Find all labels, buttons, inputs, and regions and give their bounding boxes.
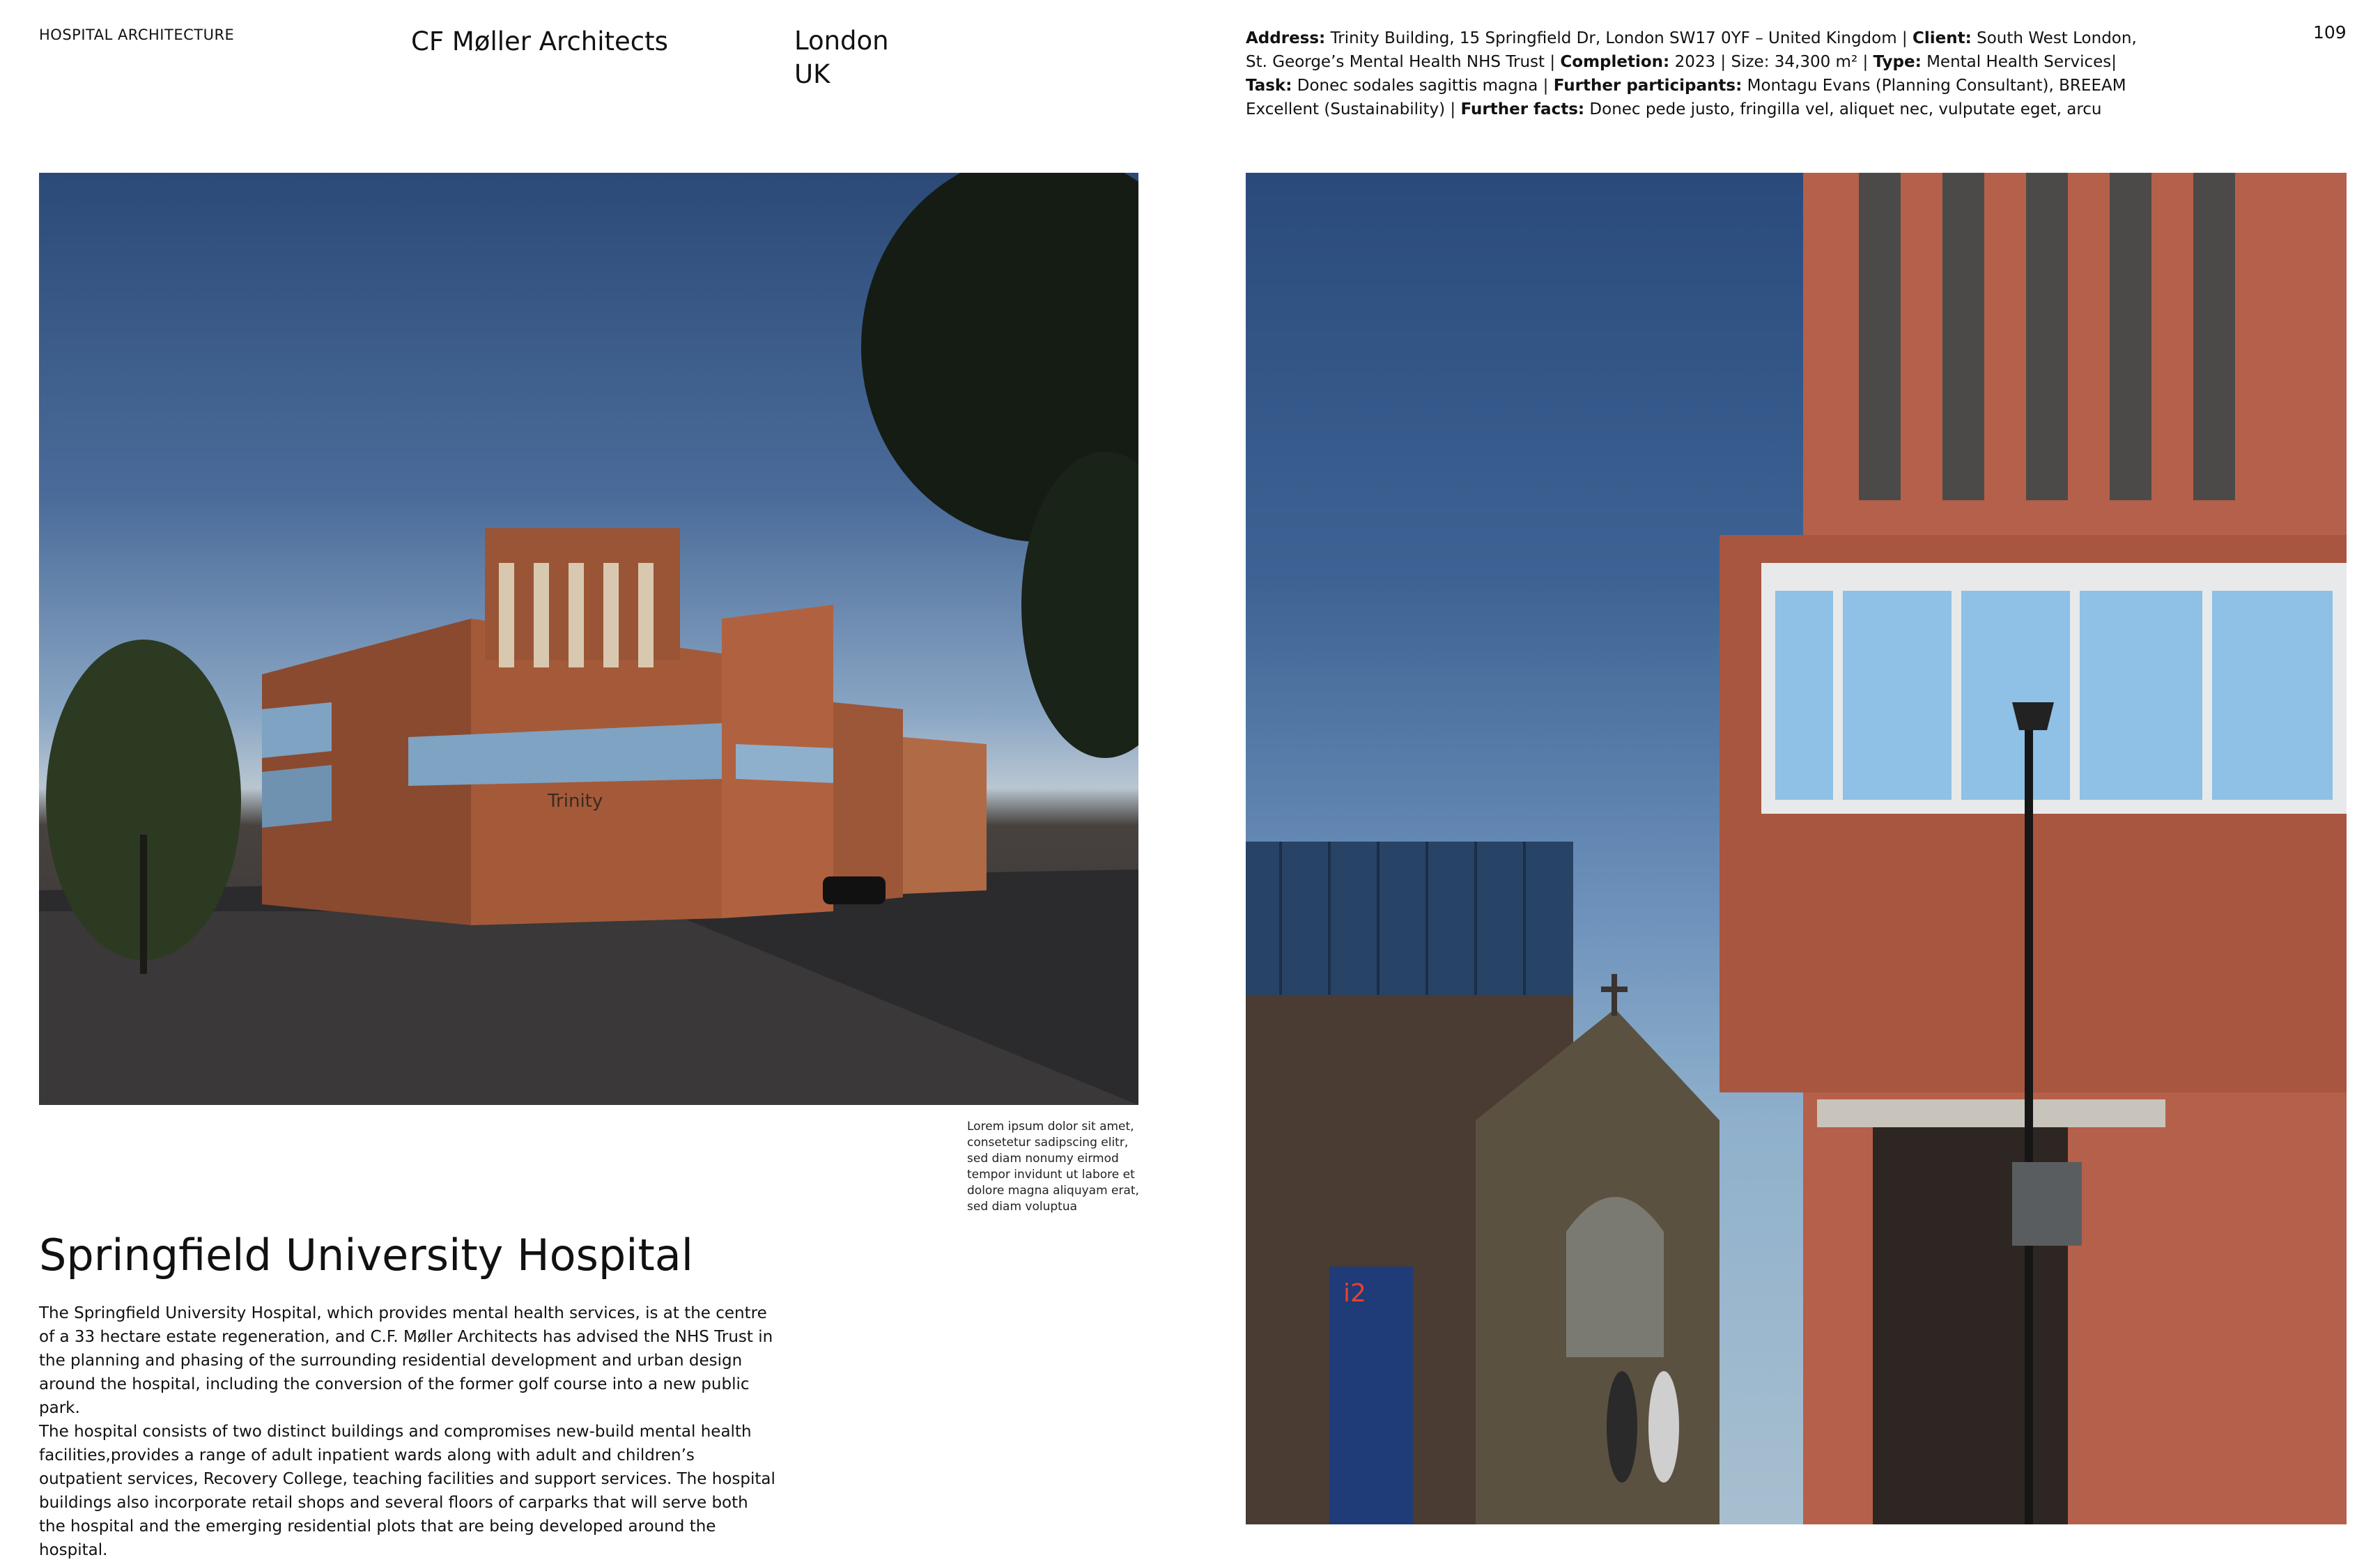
client-label: Client: xyxy=(1912,29,1972,47)
wayfinding-sign-text: i2 xyxy=(1343,1279,1366,1308)
project-title: Springfield University Hospital xyxy=(39,1230,693,1281)
client-value: South West London, St. George’s Mental Health NHS Trust | xyxy=(1246,29,2137,71)
photo-caption: Lorem ipsum dolor sit amet, consetetur sadipscing elitr, sed diam nonumy eirmod tempor invidunt ut labore et dolore magna aliquyam erat, sed diam voluptua xyxy=(967,1120,1139,1214)
task-label: Task: xyxy=(1246,77,1292,95)
task-value: Donec sodales sagittis magna | xyxy=(1297,77,1549,95)
project-info xyxy=(1246,26,2151,121)
main-building-illustration xyxy=(39,173,1138,1105)
address-label: Address: xyxy=(1246,29,1326,47)
building-sign-text: Trinity xyxy=(548,791,603,812)
participants-value: Montagu Evans (Planning Consultant), BREEAM Excellent (Sustainability) | xyxy=(1246,77,2126,118)
completion-value: 2023 | Size: 34,300 m² | xyxy=(1674,53,1869,71)
project-country: UK xyxy=(794,59,830,89)
main-building-photo xyxy=(39,173,1138,1105)
article-body xyxy=(39,1301,778,1562)
facts-value: Donec pede justo, fringilla vel, aliquet nec, vulputate eget, arcu xyxy=(1589,100,2102,118)
facts-label: Further facts: xyxy=(1460,100,1585,118)
type-value: Mental Health Services| xyxy=(1926,53,2117,71)
address-value: Trinity Building, 15 Springfield Dr, London SW17 0YF – United Kingdom | xyxy=(1330,29,1908,47)
participants-label: Further participants: xyxy=(1553,77,1742,95)
article-paragraph-2: The hospital consists of two distinct buildings and compromises new-build mental health facilities,provides a range of adult inpatient wards along with adult and children’s outpatient services, Recovery College, teaching facilities and support services. The hospital buildings also incorporate retail shops and several floors of carparks that will serve both the hospital and the emerging residential plots that are being developed around the hospital. xyxy=(39,1423,775,1559)
entrance-detail-photo xyxy=(1246,173,2347,1524)
completion-label: Completion: xyxy=(1560,53,1670,71)
entrance-detail-illustration xyxy=(1246,173,2347,1524)
project-city: London xyxy=(794,26,889,56)
section-label: HOSPITAL ARCHITECTURE xyxy=(39,26,235,43)
architect-name: CF Møller Architects xyxy=(411,26,668,56)
type-label: Type: xyxy=(1873,53,1922,71)
page-number: 109 xyxy=(2313,22,2347,42)
article-paragraph-1: The Springfield University Hospital, which provides mental health services, is at the centre of a 33 hectare estate regeneration, and C.F. Møller Architects has advised the NHS Trust in the planning and phasing of the surrounding residential development and urban design around the hospital, including the conversion of the former golf course into a new public park. xyxy=(39,1304,773,1417)
